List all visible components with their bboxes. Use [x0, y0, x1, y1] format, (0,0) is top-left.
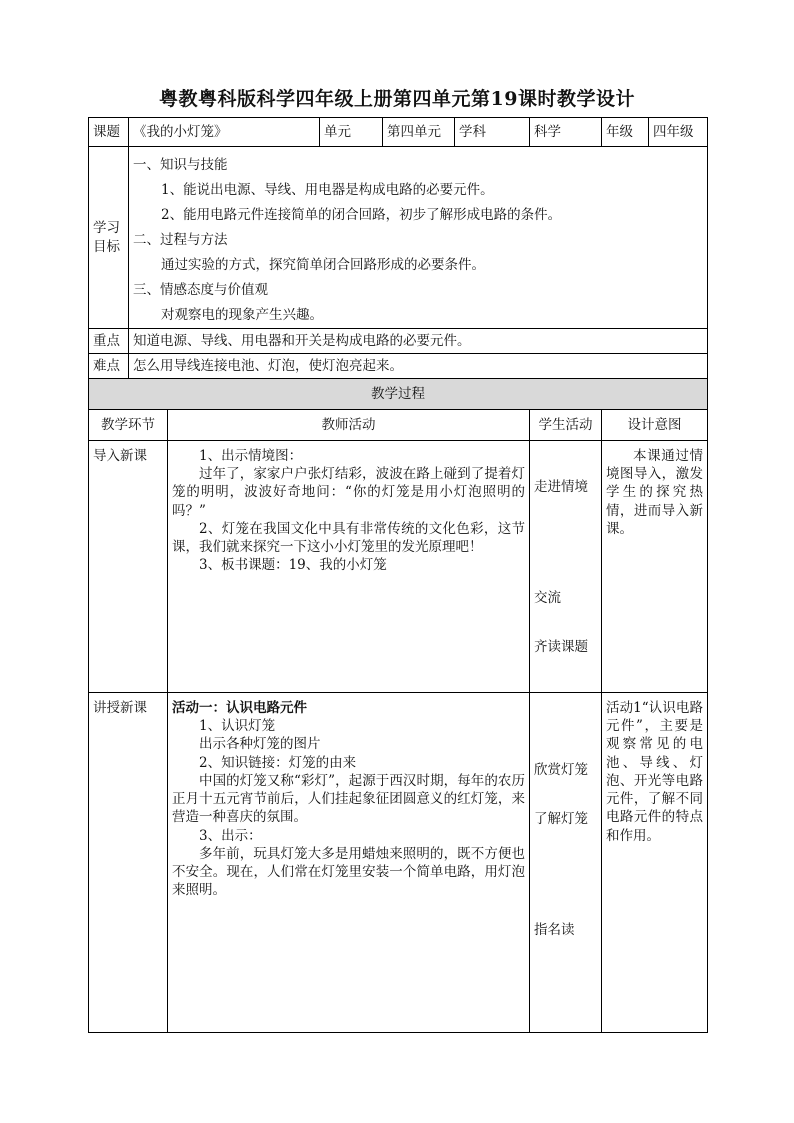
difficulty-label: 难点 — [89, 354, 129, 379]
student-line: 走进情境 — [534, 479, 588, 495]
header-intent: 设计意图 — [602, 410, 708, 441]
page-title: 粤教粤科版科学四年级上册第四单元第19课时教学设计 — [159, 88, 635, 110]
key-point-row — [89, 329, 708, 354]
key-point-label: 重点 — [89, 329, 129, 354]
section-name: 讲授新课 — [89, 693, 168, 1033]
difficulty-row — [89, 354, 708, 379]
header-teacher: 教师活动 — [168, 410, 530, 441]
student-activity — [530, 693, 602, 1033]
objective-line: 2、能用电路元件连接简单的闭合回路，初步了解形成电路的条件。 — [161, 207, 562, 223]
activity-heading: 活动一：认识电路元件 — [172, 700, 307, 716]
course-value: 《我的小灯笼》 — [129, 118, 320, 147]
objective-line: 对观察电的现象产生兴趣。 — [161, 307, 323, 323]
objectives-label: 学习 目标 — [89, 147, 129, 329]
teacher-line: 1、认识灯笼 — [199, 718, 276, 735]
objective-line: 通过实验的方式，探究简单闭合回路形成的必要条件。 — [161, 257, 485, 273]
student-line: 齐读课题 — [534, 639, 588, 656]
grade-value: 四年级 — [649, 118, 708, 147]
design-intent — [602, 441, 708, 693]
teacher-line: 2、灯笼在我国文化中具有非常传统的文化色彩，这节课，我们就来探究一下这小小灯笼里的发光原理吧！ — [172, 520, 525, 556]
objectives-content — [129, 147, 708, 329]
student-line: 了解灯笼 — [534, 811, 588, 828]
process-header-row — [89, 410, 708, 441]
student-line: 指名读 — [534, 922, 575, 939]
teacher-activity — [168, 441, 530, 693]
student-line: 交流 — [534, 590, 561, 607]
teacher-line: 2、知识链接：灯笼的由来 — [199, 754, 357, 771]
objective-line: 1、能说出电源、导线、用电器是构成电路的必要元件。 — [161, 182, 494, 198]
lesson-plan-table — [88, 117, 708, 1033]
teacher-activity — [168, 693, 530, 1033]
unit-value: 第四单元 — [383, 118, 455, 147]
section-row-intro — [89, 441, 708, 693]
section-row-teaching — [89, 693, 708, 1033]
course-label: 课题 — [89, 118, 129, 147]
process-banner-row — [89, 379, 708, 410]
intent-text: 本课通过情境图导入，激发学生的探究热情，进而导入新课。 — [606, 448, 703, 537]
design-intent — [602, 693, 708, 1033]
unit-label: 单元 — [320, 118, 383, 147]
difficulty-text: 怎么用导线连接电池、灯泡，使灯泡亮起来。 — [129, 354, 708, 379]
teacher-line: 中国的灯笼又称“彩灯”，起源于西汉时期，每年的农历正月十五元宵节前后，人们挂起象征团圆意义的红灯笼，来营造一种喜庆的氛围。 — [172, 772, 525, 826]
header-student: 学生活动 — [530, 410, 602, 441]
teacher-line: 过年了，家家户户张灯结彩，波波在路上碰到了提着灯笼的明明，波波好奇地问：“你的灯笼是用小灯泡照明的吗？” — [172, 466, 525, 519]
process-title: 教学过程 — [89, 379, 708, 410]
intent-text: 活动1“认识电路元件”，主要是观察常见的电池、导线、灯泡、开光等电路元件，了解不同电路元件的特点和作用。 — [606, 700, 703, 844]
header-stage: 教学环节 — [89, 410, 168, 441]
teacher-line: 3、出示： — [199, 827, 262, 844]
objective-line: 二、过程与方法 — [133, 232, 228, 248]
teacher-line: 1、出示情境图： — [199, 448, 303, 464]
teacher-line: 出示各种灯笼的图片 — [199, 736, 321, 753]
info-row — [89, 118, 708, 147]
subject-label: 学科 — [455, 118, 530, 147]
student-activity — [530, 441, 602, 693]
student-line: 欣赏灯笼 — [534, 762, 588, 778]
key-point-text: 知道电源、导线、用电器和开关是构成电路的必要元件。 — [129, 329, 708, 354]
teacher-line: 3、板书课题：19、我的小灯笼 — [199, 557, 387, 574]
objectives-row — [89, 147, 708, 329]
objective-line: 一、知识与技能 — [133, 157, 228, 173]
objective-line: 三、情感态度与价值观 — [133, 282, 268, 298]
section-name: 导入新课 — [89, 441, 168, 693]
subject-value: 科学 — [530, 118, 602, 147]
grade-label: 年级 — [602, 118, 649, 147]
teacher-line: 多年前，玩具灯笼大多是用蜡烛来照明的，既不方便也不安全。现在，人们常在灯笼里安装一个简单电路，用灯泡来照明。 — [172, 845, 525, 899]
